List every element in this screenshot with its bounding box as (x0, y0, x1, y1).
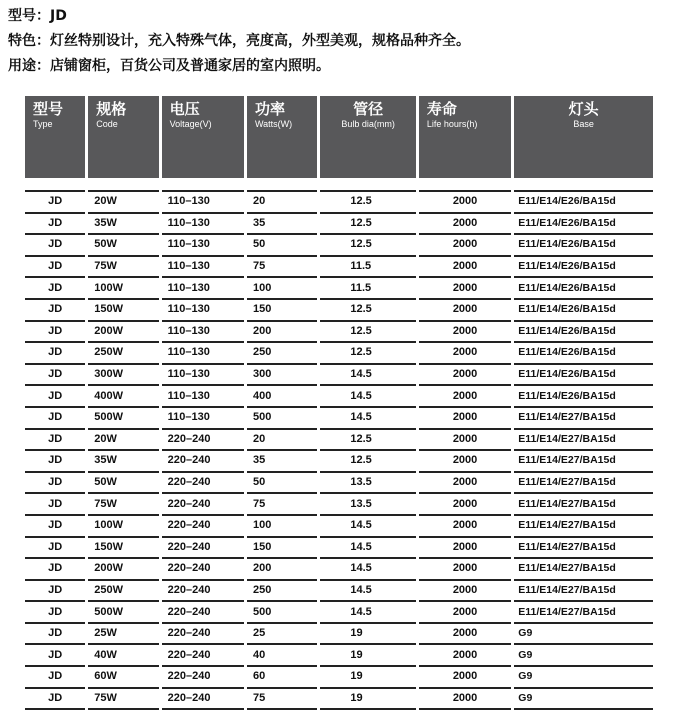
cell-bulb-dia: 19 (320, 624, 415, 646)
cell-watts: 75 (247, 689, 317, 711)
cell-code: 150W (88, 538, 158, 560)
cell-watts: 40 (247, 645, 317, 667)
cell-voltage: 220–240 (162, 581, 244, 603)
cell-base: E11/E14/E26/BA15d (514, 192, 653, 214)
cell-life-hours: 2000 (419, 451, 511, 473)
header-code-en: Code (96, 119, 118, 129)
cell-life-hours: 2000 (419, 667, 511, 689)
header-watts (247, 96, 317, 178)
cell-watts: 500 (247, 602, 317, 624)
cell-life-hours: 2000 (419, 689, 511, 711)
cell-base: E11/E14/E27/BA15d (514, 451, 653, 473)
table-header-row (25, 96, 653, 178)
cell-base: E11/E14/E26/BA15d (514, 322, 653, 344)
table-row (25, 430, 653, 452)
header-voltage-en: Voltage(V) (169, 119, 212, 129)
cell-watts: 250 (247, 581, 317, 603)
cell-code: 60W (88, 667, 158, 689)
cell-base: E11/E14/E26/BA15d (514, 278, 653, 300)
cell-type: JD (25, 581, 85, 603)
spacer-cell (419, 178, 511, 192)
table-row (25, 235, 653, 257)
cell-life-hours: 2000 (419, 624, 511, 646)
cell-life-hours: 2000 (419, 365, 511, 387)
cell-type: JD (25, 494, 85, 516)
cell-life-hours: 2000 (419, 214, 511, 236)
table-row (25, 516, 653, 538)
cell-bulb-dia: 19 (320, 645, 415, 667)
cell-life-hours: 2000 (419, 257, 511, 279)
spacer-cell (320, 178, 415, 192)
cell-bulb-dia: 14.5 (320, 516, 415, 538)
spacer-cell (162, 178, 244, 192)
cell-code: 75W (88, 689, 158, 711)
cell-watts: 100 (247, 516, 317, 538)
feature-line (8, 29, 678, 54)
cell-voltage: 110–130 (162, 192, 244, 214)
cell-life-hours: 2000 (419, 494, 511, 516)
cell-bulb-dia: 12.5 (320, 322, 415, 344)
model-line (8, 4, 678, 29)
cell-base: E11/E14/E27/BA15d (514, 581, 653, 603)
table-row (25, 343, 653, 365)
table-row (25, 300, 653, 322)
cell-code: 20W (88, 192, 158, 214)
cell-voltage: 220–240 (162, 667, 244, 689)
cell-type: JD (25, 278, 85, 300)
table-row (25, 214, 653, 236)
cell-bulb-dia: 14.5 (320, 408, 415, 430)
cell-bulb-dia: 12.5 (320, 343, 415, 365)
cell-code: 20W (88, 430, 158, 452)
cell-watts: 250 (247, 343, 317, 365)
cell-base: E11/E14/E27/BA15d (514, 516, 653, 538)
cell-code: 50W (88, 235, 158, 257)
cell-voltage: 110–130 (162, 235, 244, 257)
cell-code: 75W (88, 257, 158, 279)
cell-code: 100W (88, 516, 158, 538)
cell-type: JD (25, 214, 85, 236)
cell-voltage: 110–130 (162, 300, 244, 322)
cell-voltage: 220–240 (162, 689, 244, 711)
table-row (25, 689, 653, 711)
cell-type: JD (25, 473, 85, 495)
header-voltage (162, 96, 244, 178)
cell-life-hours: 2000 (419, 473, 511, 495)
cell-voltage: 220–240 (162, 451, 244, 473)
cell-code: 500W (88, 408, 158, 430)
table-row (25, 192, 653, 214)
cell-voltage: 110–130 (162, 343, 244, 365)
product-intro (8, 4, 678, 79)
header-spacer-row (25, 178, 653, 192)
cell-life-hours: 2000 (419, 300, 511, 322)
cell-voltage: 220–240 (162, 473, 244, 495)
cell-type: JD (25, 192, 85, 214)
cell-voltage: 220–240 (162, 516, 244, 538)
table-row (25, 494, 653, 516)
header-code-zh: 规格 (96, 100, 127, 118)
cell-voltage: 220–240 (162, 645, 244, 667)
cell-bulb-dia: 12.5 (320, 300, 415, 322)
cell-type: JD (25, 516, 85, 538)
header-life-hours (419, 96, 511, 178)
cell-voltage: 110–130 (162, 322, 244, 344)
cell-watts: 50 (247, 235, 317, 257)
cell-life-hours: 2000 (419, 430, 511, 452)
cell-bulb-dia: 14.5 (320, 365, 415, 387)
cell-code: 35W (88, 451, 158, 473)
cell-type: JD (25, 667, 85, 689)
cell-watts: 35 (247, 214, 317, 236)
header-watts-en: Watts(W) (255, 119, 293, 129)
cell-watts: 150 (247, 538, 317, 560)
cell-watts: 35 (247, 451, 317, 473)
cell-type: JD (25, 235, 85, 257)
cell-life-hours: 2000 (419, 516, 511, 538)
cell-bulb-dia: 14.5 (320, 581, 415, 603)
feature-label: 特色： (8, 33, 50, 49)
cell-type: JD (25, 408, 85, 430)
cell-life-hours: 2000 (419, 645, 511, 667)
cell-code: 40W (88, 645, 158, 667)
cell-code: 250W (88, 343, 158, 365)
cell-life-hours: 2000 (419, 278, 511, 300)
cell-voltage: 220–240 (162, 602, 244, 624)
cell-bulb-dia: 12.5 (320, 451, 415, 473)
cell-base: E11/E14/E26/BA15d (514, 343, 653, 365)
usage-label: 用途： (8, 58, 50, 74)
header-bulb-dia-en: Bulb dia(mm) (341, 119, 395, 129)
table-row (25, 645, 653, 667)
cell-bulb-dia: 19 (320, 667, 415, 689)
cell-base: E11/E14/E27/BA15d (514, 408, 653, 430)
cell-watts: 60 (247, 667, 317, 689)
cell-bulb-dia: 14.5 (320, 602, 415, 624)
cell-code: 300W (88, 365, 158, 387)
cell-code: 250W (88, 581, 158, 603)
cell-voltage: 110–130 (162, 278, 244, 300)
table-row (25, 257, 653, 279)
spec-table (22, 96, 656, 710)
cell-voltage: 110–130 (162, 257, 244, 279)
cell-life-hours: 2000 (419, 343, 511, 365)
cell-watts: 75 (247, 494, 317, 516)
table-row (25, 386, 653, 408)
cell-type: JD (25, 624, 85, 646)
table-row (25, 365, 653, 387)
table-row (25, 559, 653, 581)
cell-voltage: 110–130 (162, 408, 244, 430)
table-row (25, 667, 653, 689)
table-row (25, 538, 653, 560)
cell-base: E11/E14/E27/BA15d (514, 494, 653, 516)
cell-life-hours: 2000 (419, 408, 511, 430)
cell-voltage: 110–130 (162, 365, 244, 387)
cell-life-hours: 2000 (419, 581, 511, 603)
cell-watts: 500 (247, 408, 317, 430)
cell-watts: 25 (247, 624, 317, 646)
table-row (25, 581, 653, 603)
header-base-en: Base (573, 119, 594, 129)
cell-bulb-dia: 14.5 (320, 559, 415, 581)
cell-watts: 200 (247, 559, 317, 581)
cell-watts: 20 (247, 192, 317, 214)
cell-watts: 20 (247, 430, 317, 452)
cell-watts: 75 (247, 257, 317, 279)
cell-base: E11/E14/E26/BA15d (514, 214, 653, 236)
cell-type: JD (25, 602, 85, 624)
cell-base: E11/E14/E26/BA15d (514, 386, 653, 408)
cell-type: JD (25, 559, 85, 581)
table-row (25, 322, 653, 344)
cell-code: 50W (88, 473, 158, 495)
cell-type: JD (25, 365, 85, 387)
feature-value: 灯丝特别设计，充入特殊气体，亮度高，外型美观，规格品种齐全。 (50, 33, 470, 49)
header-type-zh: 型号 (33, 100, 64, 118)
cell-base: E11/E14/E27/BA15d (514, 538, 653, 560)
cell-base: E11/E14/E27/BA15d (514, 559, 653, 581)
cell-life-hours: 2000 (419, 386, 511, 408)
cell-type: JD (25, 257, 85, 279)
cell-type: JD (25, 300, 85, 322)
spacer-cell (247, 178, 317, 192)
cell-type: JD (25, 430, 85, 452)
header-base (514, 96, 653, 178)
cell-watts: 50 (247, 473, 317, 495)
spec-table-body (25, 178, 653, 710)
header-type (25, 96, 85, 178)
header-bulb-dia (320, 96, 415, 178)
cell-bulb-dia: 11.5 (320, 278, 415, 300)
table-row (25, 602, 653, 624)
cell-watts: 200 (247, 322, 317, 344)
cell-base: E11/E14/E27/BA15d (514, 473, 653, 495)
cell-type: JD (25, 451, 85, 473)
cell-life-hours: 2000 (419, 322, 511, 344)
cell-code: 200W (88, 322, 158, 344)
cell-voltage: 110–130 (162, 386, 244, 408)
cell-bulb-dia: 12.5 (320, 192, 415, 214)
cell-base: E11/E14/E26/BA15d (514, 365, 653, 387)
cell-voltage: 220–240 (162, 494, 244, 516)
cell-voltage: 110–130 (162, 214, 244, 236)
cell-type: JD (25, 386, 85, 408)
cell-voltage: 220–240 (162, 559, 244, 581)
header-bulb-dia-zh: 管径 (353, 100, 384, 118)
cell-bulb-dia: 14.5 (320, 538, 415, 560)
cell-watts: 100 (247, 278, 317, 300)
spacer-cell (514, 178, 653, 192)
cell-bulb-dia: 14.5 (320, 386, 415, 408)
cell-voltage: 220–240 (162, 624, 244, 646)
cell-base: G9 (514, 667, 653, 689)
usage-value: 店铺窗柜，百货公司及普通家居的室内照明。 (50, 58, 330, 74)
cell-bulb-dia: 12.5 (320, 430, 415, 452)
cell-watts: 400 (247, 386, 317, 408)
header-type-en: Type (33, 119, 53, 129)
cell-life-hours: 2000 (419, 602, 511, 624)
cell-code: 35W (88, 214, 158, 236)
cell-base: G9 (514, 689, 653, 711)
cell-watts: 300 (247, 365, 317, 387)
model-label: 型号： (8, 8, 50, 24)
cell-type: JD (25, 343, 85, 365)
spacer-cell (88, 178, 158, 192)
cell-bulb-dia: 13.5 (320, 473, 415, 495)
cell-type: JD (25, 645, 85, 667)
header-voltage-zh: 电压 (169, 100, 200, 118)
cell-bulb-dia: 13.5 (320, 494, 415, 516)
header-code (88, 96, 158, 178)
cell-base: G9 (514, 624, 653, 646)
cell-life-hours: 2000 (419, 235, 511, 257)
cell-base: E11/E14/E26/BA15d (514, 300, 653, 322)
table-row (25, 278, 653, 300)
cell-base: G9 (514, 645, 653, 667)
cell-code: 200W (88, 559, 158, 581)
cell-type: JD (25, 538, 85, 560)
cell-type: JD (25, 322, 85, 344)
cell-type: JD (25, 689, 85, 711)
cell-code: 100W (88, 278, 158, 300)
table-row (25, 408, 653, 430)
cell-bulb-dia: 12.5 (320, 235, 415, 257)
cell-code: 500W (88, 602, 158, 624)
cell-code: 150W (88, 300, 158, 322)
usage-line (8, 54, 678, 79)
header-life-hours-en: Life hours(h) (426, 119, 478, 129)
cell-bulb-dia: 19 (320, 689, 415, 711)
cell-watts: 150 (247, 300, 317, 322)
header-life-hours-zh: 寿命 (426, 100, 457, 118)
cell-base: E11/E14/E26/BA15d (514, 257, 653, 279)
cell-code: 400W (88, 386, 158, 408)
cell-life-hours: 2000 (419, 538, 511, 560)
cell-bulb-dia: 11.5 (320, 257, 415, 279)
cell-code: 25W (88, 624, 158, 646)
cell-voltage: 220–240 (162, 538, 244, 560)
table-row (25, 473, 653, 495)
header-watts-zh: 功率 (255, 100, 286, 118)
model-value: JD (50, 8, 67, 24)
cell-life-hours: 2000 (419, 192, 511, 214)
header-base-zh: 灯头 (568, 100, 599, 118)
cell-base: E11/E14/E27/BA15d (514, 602, 653, 624)
table-row (25, 451, 653, 473)
cell-base: E11/E14/E26/BA15d (514, 235, 653, 257)
cell-base: E11/E14/E27/BA15d (514, 430, 653, 452)
cell-bulb-dia: 12.5 (320, 214, 415, 236)
spacer-cell (25, 178, 85, 192)
cell-life-hours: 2000 (419, 559, 511, 581)
cell-voltage: 220–240 (162, 430, 244, 452)
cell-code: 75W (88, 494, 158, 516)
table-row (25, 624, 653, 646)
